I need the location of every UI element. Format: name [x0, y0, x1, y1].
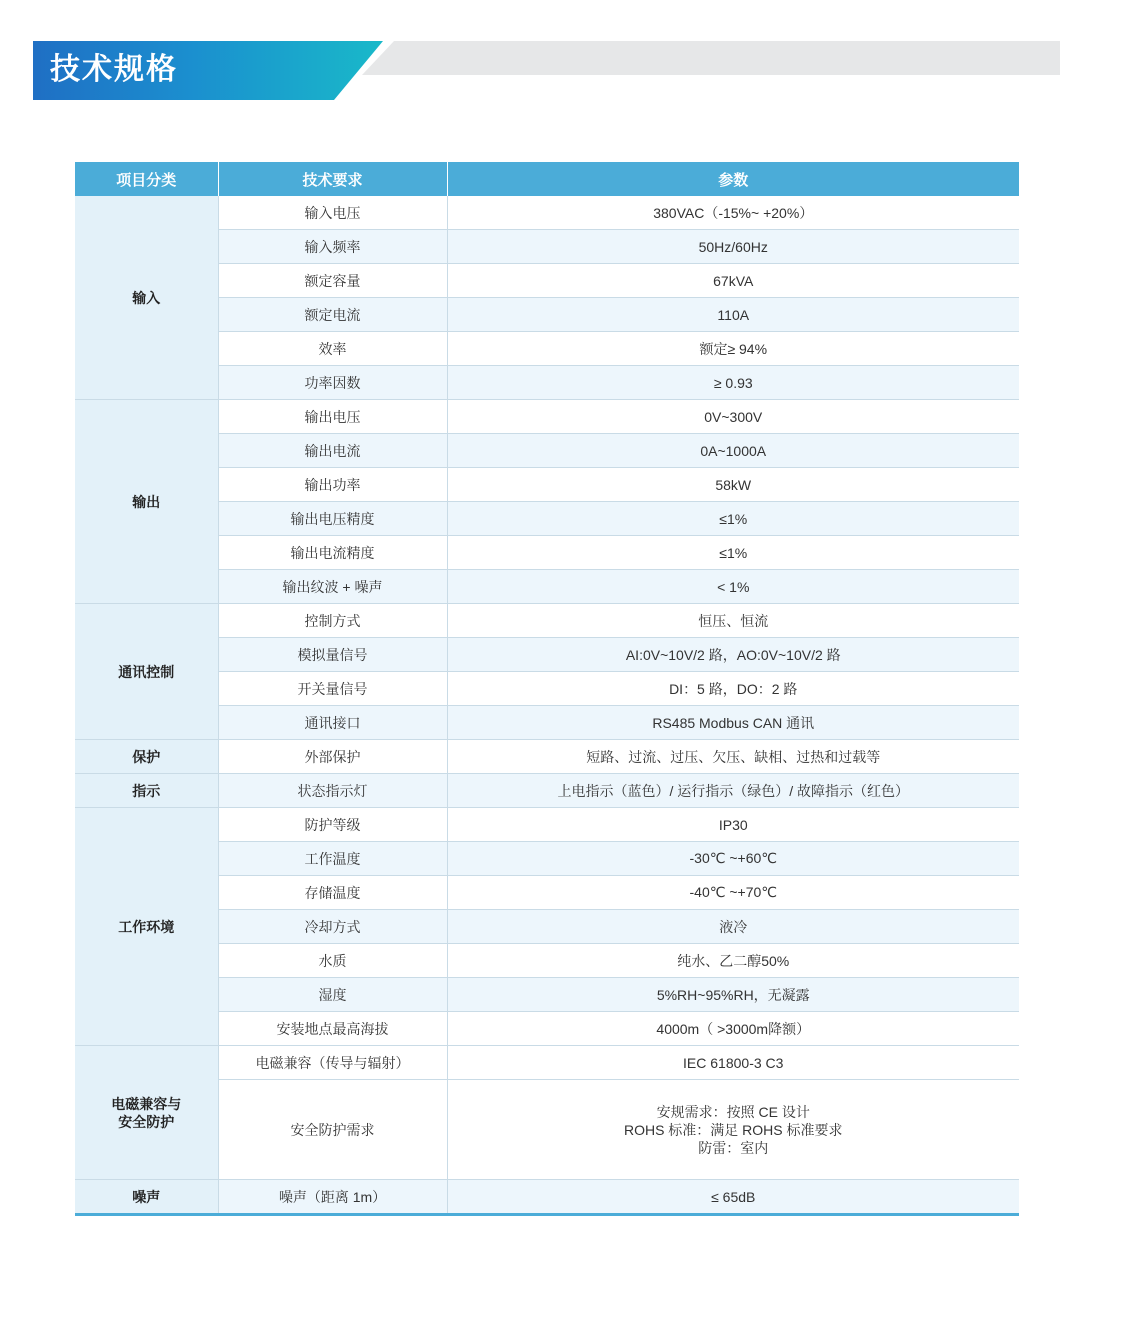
value-cell [447, 1080, 1019, 1180]
table-row [75, 1046, 1019, 1080]
value-line: 防雷：室内 [698, 1139, 769, 1156]
category-cell: 输出 [75, 400, 218, 604]
requirement-cell: 功率因数 [218, 366, 447, 400]
requirement-cell: 输出电压 [218, 400, 447, 434]
value-cell: 纯水、乙二醇50% [447, 944, 1019, 978]
header-category: 项目分类 [75, 162, 218, 196]
category-cell: 保护 [75, 740, 218, 774]
requirement-cell: 安全防护需求 [218, 1080, 447, 1180]
requirement-cell: 冷却方式 [218, 910, 447, 944]
value-cell: 67kVA [447, 264, 1019, 298]
category-cell: 输入 [75, 196, 218, 400]
requirement-cell: 输出功率 [218, 468, 447, 502]
requirement-cell: 模拟量信号 [218, 638, 447, 672]
category-cell: 工作环境 [75, 808, 218, 1046]
category-cell [75, 1046, 218, 1180]
value-cell: IEC 61800-3 C3 [447, 1046, 1019, 1080]
spec-table [75, 162, 1019, 1216]
value-cell: ≤1% [447, 536, 1019, 570]
requirement-cell: 外部保护 [218, 740, 447, 774]
requirement-cell: 输出电压精度 [218, 502, 447, 536]
table-row [75, 1180, 1019, 1215]
requirement-cell: 状态指示灯 [218, 774, 447, 808]
value-cell: AI:0V~10V/2 路，AO:0V~10V/2 路 [447, 638, 1019, 672]
value-cell: 4000m（ >3000m降额） [447, 1012, 1019, 1046]
value-cell: -40℃ ~+70℃ [447, 876, 1019, 910]
value-cell: 上电指示（蓝色）/ 运行指示（绿色）/ 故障指示（红色） [447, 774, 1019, 808]
requirement-cell: 防护等级 [218, 808, 447, 842]
category-line: 电磁兼容与 [111, 1095, 182, 1112]
value-line: ROHS 标准：满足 ROHS 标准要求 [623, 1121, 843, 1138]
requirement-cell: 额定电流 [218, 298, 447, 332]
requirement-cell: 开关量信号 [218, 672, 447, 706]
requirement-cell: 输出纹波 + 噪声 [218, 570, 447, 604]
requirement-cell: 额定容量 [218, 264, 447, 298]
requirement-cell: 输出电流精度 [218, 536, 447, 570]
value-cell: 恒压、恒流 [447, 604, 1019, 638]
table-row [75, 808, 1019, 842]
requirement-cell: 电磁兼容（传导与辐射） [218, 1046, 447, 1080]
category-line: 安全防护 [118, 1113, 175, 1130]
table-row [75, 604, 1019, 638]
requirement-cell: 控制方式 [218, 604, 447, 638]
category-cell: 通讯控制 [75, 604, 218, 740]
header-banner-strip [362, 41, 1060, 75]
table-row [75, 774, 1019, 808]
value-cell: ≥ 0.93 [447, 366, 1019, 400]
value-cell: RS485 Modbus CAN 通讯 [447, 706, 1019, 740]
requirement-cell: 噪声（距离 1m） [218, 1180, 447, 1215]
value-cell: ≤ 65dB [447, 1180, 1019, 1215]
value-cell: 50Hz/60Hz [447, 230, 1019, 264]
requirement-cell: 通讯接口 [218, 706, 447, 740]
value-cell: 5%RH~95%RH，无凝露 [447, 978, 1019, 1012]
category-cell: 噪声 [75, 1180, 218, 1215]
requirement-cell: 效率 [218, 332, 447, 366]
value-cell: 额定≥ 94% [447, 332, 1019, 366]
value-cell: 110A [447, 298, 1019, 332]
value-cell: 380VAC（-15%~ +20%） [447, 196, 1019, 230]
category-cell: 指示 [75, 774, 218, 808]
requirement-cell: 水质 [218, 944, 447, 978]
value-cell: DI：5 路，DO：2 路 [447, 672, 1019, 706]
requirement-cell: 湿度 [218, 978, 447, 1012]
value-cell: 0A~1000A [447, 434, 1019, 468]
table-row [75, 740, 1019, 774]
header-requirement: 技术要求 [218, 162, 447, 196]
value-line: 安规需求：按照 CE 设计 [656, 1103, 810, 1120]
value-cell: -30℃ ~+60℃ [447, 842, 1019, 876]
table-row [75, 196, 1019, 230]
requirement-cell: 安装地点最高海拔 [218, 1012, 447, 1046]
requirement-cell: 工作温度 [218, 842, 447, 876]
value-cell: IP30 [447, 808, 1019, 842]
value-cell: 液冷 [447, 910, 1019, 944]
table-row [75, 400, 1019, 434]
requirement-cell: 存储温度 [218, 876, 447, 910]
value-cell: < 1% [447, 570, 1019, 604]
requirement-cell: 输入频率 [218, 230, 447, 264]
page-title: 技术规格 [50, 53, 178, 86]
value-cell: 短路、过流、过压、欠压、缺相、过热和过载等 [447, 740, 1019, 774]
requirement-cell: 输出电流 [218, 434, 447, 468]
value-cell: ≤1% [447, 502, 1019, 536]
value-cell: 0V~300V [447, 400, 1019, 434]
table-header-row [75, 162, 1019, 196]
header-parameter: 参数 [447, 162, 1019, 196]
value-cell: 58kW [447, 468, 1019, 502]
requirement-cell: 输入电压 [218, 196, 447, 230]
